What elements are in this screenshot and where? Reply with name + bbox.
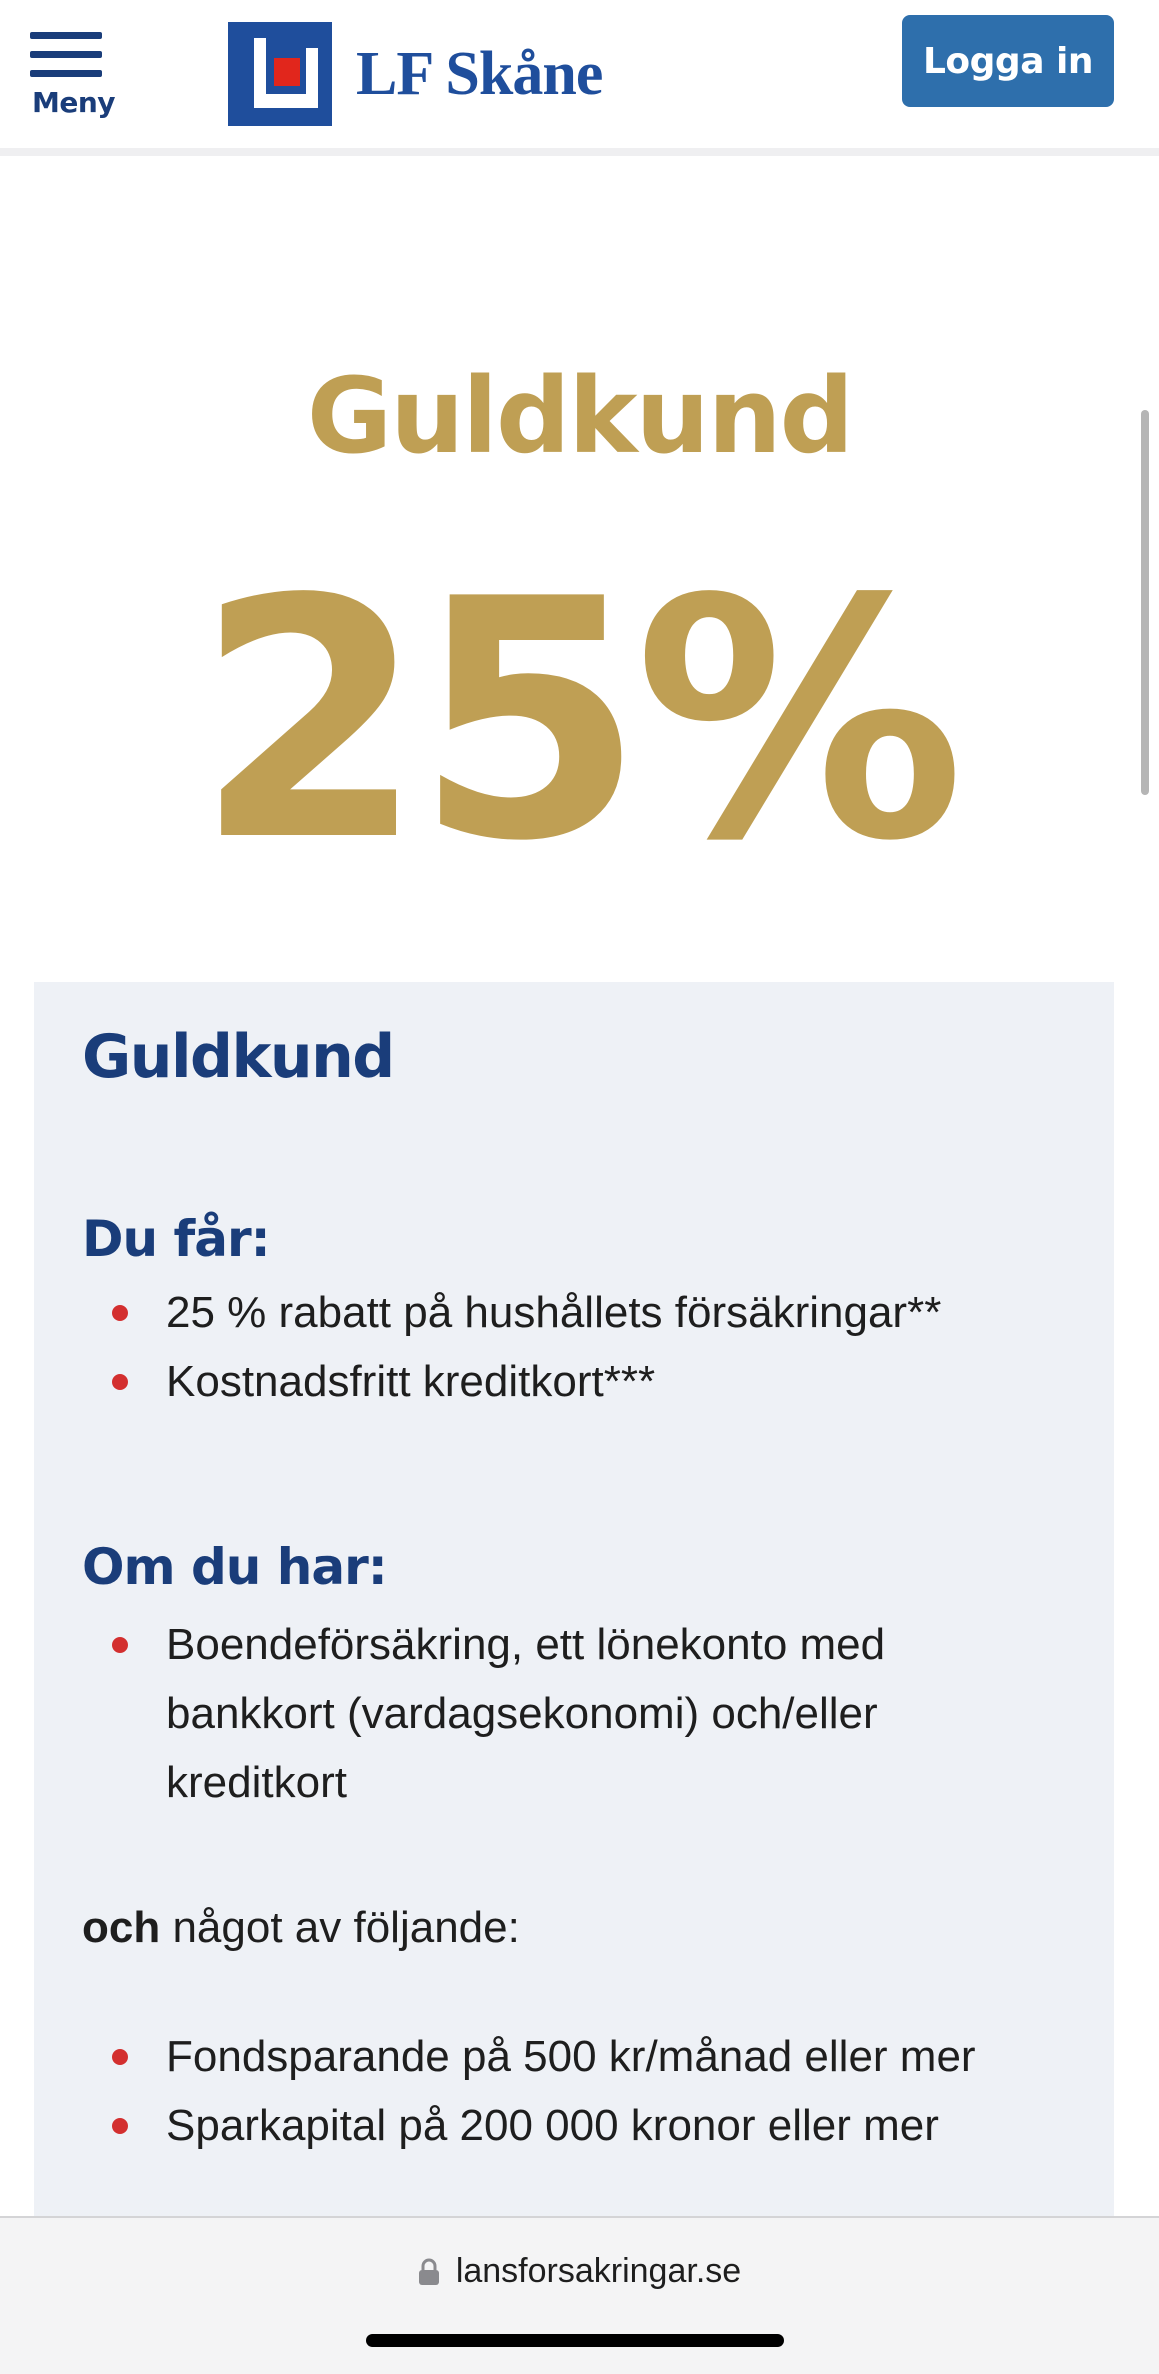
benefits-heading: Du får: — [82, 1210, 270, 1268]
bullet-dot — [112, 1637, 128, 1653]
lock-icon — [418, 2258, 440, 2286]
bullet-dot — [112, 2118, 128, 2134]
options-intro-bold: och — [82, 1903, 161, 1952]
list-item — [82, 2022, 976, 2091]
home-indicator[interactable] — [366, 2334, 784, 2347]
list-item-text: Kostnadsfritt kreditkort*** — [166, 1357, 656, 1406]
brand-logo[interactable] — [228, 22, 602, 126]
bullet-dot — [112, 1374, 128, 1390]
lf-logo-icon — [228, 22, 332, 126]
list-item — [82, 1347, 941, 1416]
login-button[interactable]: Logga in — [902, 15, 1114, 107]
list-item — [82, 1610, 1042, 1817]
browser-address-bar[interactable] — [0, 2216, 1159, 2374]
menu-label: Meny — [32, 86, 116, 119]
url-text: lansforsakringar.se — [455, 2252, 742, 2290]
bullet-dot — [112, 1305, 128, 1321]
hamburger-menu-icon — [30, 28, 106, 77]
options-list — [82, 2022, 976, 2160]
page-scrollbar[interactable] — [1141, 410, 1149, 795]
site-header — [0, 0, 1159, 156]
list-item — [82, 2091, 976, 2160]
list-item-text: Fondsparande på 500 kr/månad eller mer — [166, 2032, 976, 2081]
card-title: Guldkund — [82, 1022, 394, 1092]
requirements-heading: Om du har: — [82, 1538, 387, 1596]
requirements-list — [82, 1610, 1042, 1817]
hero-title: Guldkund — [306, 355, 853, 477]
benefits-list — [82, 1278, 941, 1416]
bullet-dot — [112, 2049, 128, 2065]
list-item-text: Sparkapital på 200 000 kronor eller mer — [166, 2101, 939, 2150]
brand-name: LF Skåne — [356, 39, 603, 108]
hero-percent — [195, 529, 955, 913]
list-item — [82, 1278, 941, 1347]
url-display[interactable] — [0, 2252, 1159, 2291]
list-item-text: Boendeförsäkring, ett lönekonto med bankkort (vardagsekonomi) och/eller kreditkort — [166, 1620, 886, 1807]
list-item-text: 25 % rabatt på hushållets försäkringar** — [166, 1288, 942, 1337]
options-intro-rest: något av följande: — [160, 1903, 520, 1952]
hero-percent-text: 25% — [195, 529, 955, 913]
options-intro — [82, 1903, 520, 1953]
guldkund-info-card — [34, 982, 1114, 2222]
menu-button[interactable] — [30, 28, 116, 124]
